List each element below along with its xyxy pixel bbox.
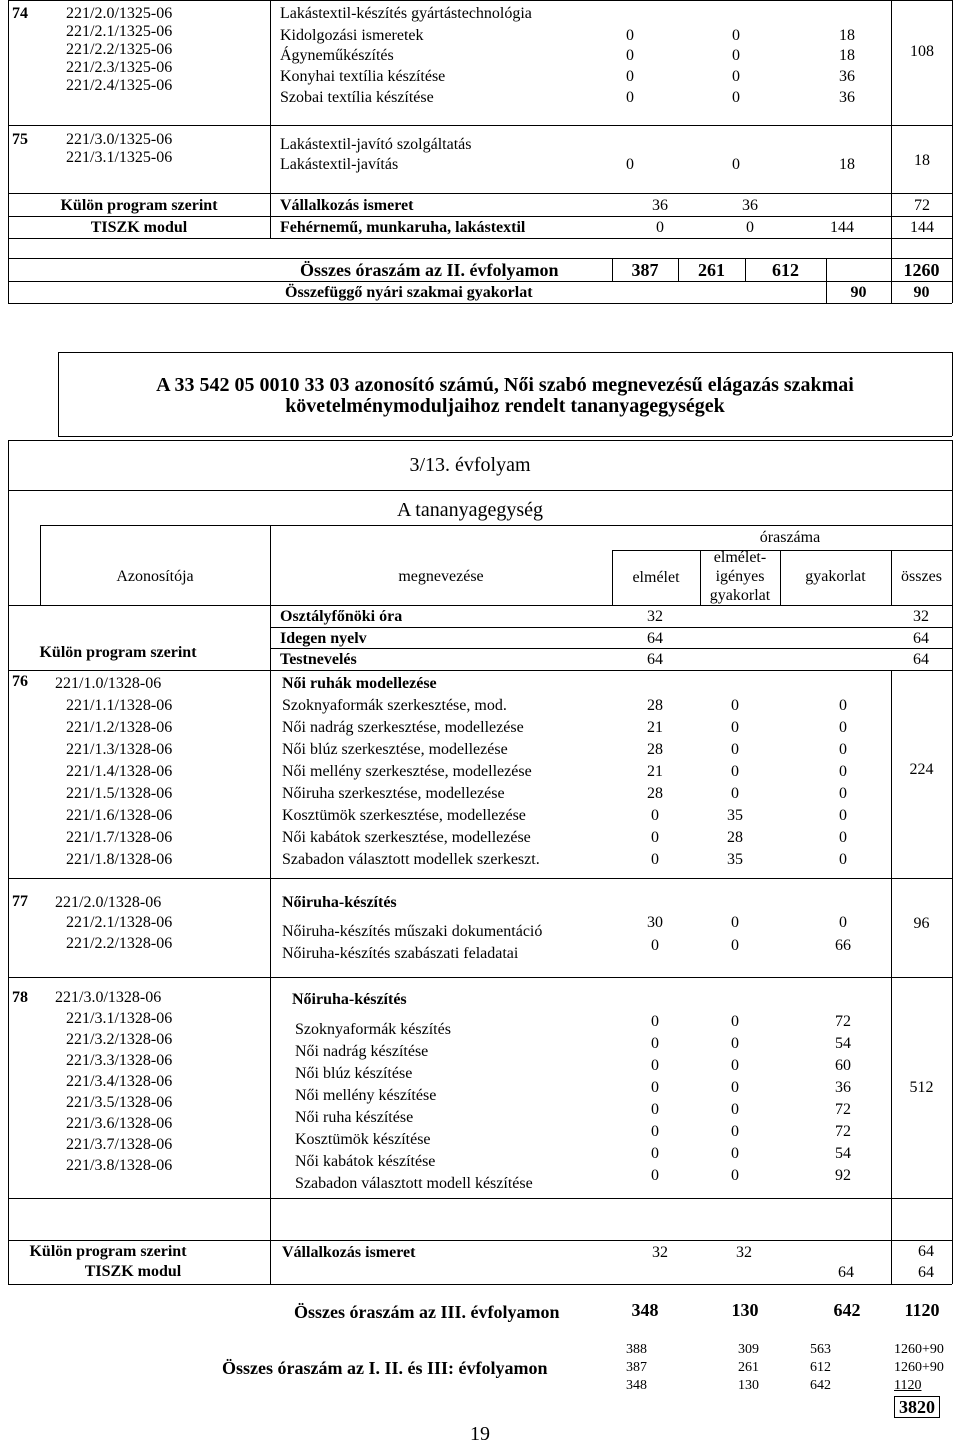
special-row-name: Testnevelés bbox=[280, 651, 357, 668]
unit-code: 221/1.1/1328-06 bbox=[66, 697, 173, 714]
value-cell: 28 bbox=[727, 829, 743, 846]
unit-name: Kosztümök szerkesztése, modellezése bbox=[282, 807, 526, 824]
unit-name: Szoknyaformák készítés bbox=[295, 1021, 451, 1038]
value-cell: 0 bbox=[732, 47, 740, 64]
total-cell: 512 bbox=[909, 1079, 934, 1096]
value-cell: 0 bbox=[731, 1123, 739, 1140]
value-cell: 0 bbox=[839, 763, 847, 780]
value-cell: 0 bbox=[651, 1013, 659, 1030]
row-label: TISZK modul bbox=[90, 219, 188, 236]
value-cell: 0 bbox=[626, 68, 634, 85]
section-number: 76 bbox=[12, 673, 28, 690]
value-cell: 0 bbox=[626, 47, 634, 64]
section-number: 74 bbox=[12, 5, 28, 22]
practice-header: gyakorlat bbox=[805, 568, 866, 585]
value-cell: 72 bbox=[835, 1013, 851, 1030]
heading-line: követelménymoduljaihoz rendelt tananyagegységek bbox=[285, 395, 725, 417]
unit-code: 221/3.1/1328-06 bbox=[66, 1010, 173, 1027]
total-cell: 144 bbox=[910, 219, 934, 236]
row-name: Vállalkozás ismeret bbox=[282, 1244, 416, 1261]
summary-value: 1260+90 bbox=[894, 1360, 944, 1375]
unit-name: Nőiruha-készítés műszaki dokumentáció bbox=[282, 923, 543, 940]
unit-name: Női blúz szerkesztése, modellezése bbox=[282, 741, 508, 758]
value-cell: 36 bbox=[835, 1079, 851, 1096]
value-cell: 0 bbox=[651, 807, 659, 824]
row-label: Külön program szerint bbox=[29, 1243, 187, 1260]
unit-code: 221/3.5/1328-06 bbox=[66, 1094, 173, 1111]
summary-value: 563 bbox=[810, 1342, 831, 1357]
unit-code: 221/2.2/1328-06 bbox=[66, 935, 173, 952]
value-cell: 21 bbox=[647, 719, 663, 736]
unit-name: Kosztümök készítése bbox=[295, 1131, 431, 1148]
value-cell: 28 bbox=[647, 741, 663, 758]
value-cell: 0 bbox=[731, 697, 739, 714]
value-cell: 30 bbox=[647, 914, 663, 931]
value-cell: 28 bbox=[647, 785, 663, 802]
total-cell: 64 bbox=[913, 630, 929, 647]
hours-header: óraszáma bbox=[759, 529, 821, 546]
value-cell: 0 bbox=[839, 697, 847, 714]
unit-code: 221/2.4/1325-06 bbox=[66, 77, 173, 94]
value-cell: 0 bbox=[731, 914, 739, 931]
unit-name: Női blúz készítése bbox=[295, 1065, 413, 1082]
unit-code: 221/1.5/1328-06 bbox=[66, 785, 173, 802]
value-cell: 0 bbox=[746, 219, 754, 236]
value-cell: 92 bbox=[835, 1167, 851, 1184]
theory-practice-header: elmélet- bbox=[713, 549, 767, 566]
unit-title: A tananyagegység bbox=[396, 499, 544, 521]
page-number: 19 bbox=[470, 1423, 490, 1445]
value-cell: 35 bbox=[727, 807, 743, 824]
value-cell: 64 bbox=[647, 630, 663, 647]
value-cell: 18 bbox=[839, 47, 855, 64]
value-cell: 0 bbox=[731, 763, 739, 780]
value-cell: 0 bbox=[651, 851, 659, 868]
value-cell: 0 bbox=[626, 27, 634, 44]
value-cell: 144 bbox=[830, 219, 854, 236]
value-cell: 0 bbox=[839, 829, 847, 846]
unit-code: 221/1.7/1328-06 bbox=[66, 829, 173, 846]
unit-code: 221/3.1/1325-06 bbox=[66, 149, 173, 166]
unit-code: 221/3.8/1328-06 bbox=[66, 1157, 173, 1174]
row-label: Külön program szerint bbox=[60, 197, 218, 214]
summary-value: 388 bbox=[626, 1342, 647, 1357]
theory-practice-header: gyakorlat bbox=[709, 587, 771, 604]
value-cell: 0 bbox=[651, 1057, 659, 1074]
summary-value: 642 bbox=[833, 1300, 861, 1320]
unit-code: 221/3.3/1328-06 bbox=[66, 1052, 173, 1069]
value-cell: 36 bbox=[839, 68, 855, 85]
summer-practice-value: 90 bbox=[850, 284, 867, 301]
unit-name: Női kabátok készítése bbox=[295, 1153, 436, 1170]
unit-name: Szabadon választott modell készítése bbox=[295, 1175, 533, 1192]
unit-code: 221/2.2/1325-06 bbox=[66, 41, 173, 58]
total-cell: 64 bbox=[913, 651, 929, 668]
unit-code: 221/3.0/1328-06 bbox=[55, 989, 162, 1006]
unit-code: 221/2.0/1325-06 bbox=[66, 5, 173, 22]
summary-value: 387 bbox=[626, 1360, 647, 1375]
summary-value: 642 bbox=[810, 1378, 831, 1393]
summary-value: 261 bbox=[738, 1360, 759, 1375]
total-cell: 96 bbox=[913, 915, 930, 932]
summary-value: 309 bbox=[738, 1342, 759, 1357]
summary-total: 1120 bbox=[904, 1300, 940, 1320]
unit-name: Női ruhák modellezése bbox=[282, 675, 437, 692]
value-cell: 54 bbox=[835, 1145, 851, 1162]
value-cell: 0 bbox=[651, 1123, 659, 1140]
value-cell: 0 bbox=[651, 1101, 659, 1118]
value-cell: 72 bbox=[835, 1101, 851, 1118]
total-cell: 72 bbox=[914, 197, 930, 214]
summer-practice-label: Összefüggő nyári szakmai gyakorlat bbox=[285, 284, 533, 301]
unit-name: Lakástextil-készítés gyártástechnológia bbox=[280, 5, 532, 22]
value-cell: 35 bbox=[727, 851, 743, 868]
unit-name: Ágyneműkészítés bbox=[280, 47, 394, 64]
value-cell: 54 bbox=[835, 1035, 851, 1052]
value-cell: 0 bbox=[731, 785, 739, 802]
total-header: összes bbox=[901, 568, 942, 585]
unit-name: Női mellény szerkesztése, modellezése bbox=[282, 763, 532, 780]
heading-line: A 33 542 05 0010 33 03 azonosító számú, Női szabó megnevezésű elágazás szakmai bbox=[156, 374, 854, 396]
value-cell: 21 bbox=[647, 763, 663, 780]
unit-code: 221/1.6/1328-06 bbox=[66, 807, 173, 824]
unit-name: Kidolgozási ismeretek bbox=[280, 27, 424, 44]
value-cell: 0 bbox=[839, 741, 847, 758]
unit-code: 221/3.4/1328-06 bbox=[66, 1073, 173, 1090]
value-cell: 32 bbox=[647, 608, 663, 625]
value-cell: 64 bbox=[647, 651, 663, 668]
value-cell: 0 bbox=[731, 1013, 739, 1030]
total-cell: 224 bbox=[909, 761, 934, 778]
unit-code: 221/1.0/1328-06 bbox=[55, 675, 162, 692]
row-label: TISZK modul bbox=[84, 1263, 182, 1280]
summary-value: 387 bbox=[631, 260, 659, 280]
value-cell: 0 bbox=[651, 1145, 659, 1162]
unit-name: Szoknyaformák szerkesztése, mod. bbox=[282, 697, 507, 714]
value-cell: 0 bbox=[651, 937, 659, 954]
value-cell: 0 bbox=[731, 1101, 739, 1118]
unit-name: Szabadon választott modellek szerkeszt. bbox=[282, 851, 540, 868]
summer-practice-total: 90 bbox=[913, 284, 930, 301]
value-cell: 0 bbox=[731, 1057, 739, 1074]
value-cell: 0 bbox=[656, 219, 664, 236]
value-cell: 0 bbox=[731, 741, 739, 758]
unit-code: 221/1.3/1328-06 bbox=[66, 741, 173, 758]
value-cell: 28 bbox=[647, 697, 663, 714]
value-cell: 36 bbox=[742, 197, 758, 214]
unit-code: 221/2.0/1328-06 bbox=[55, 894, 162, 911]
value-cell: 0 bbox=[626, 156, 634, 173]
value-cell: 18 bbox=[839, 27, 855, 44]
value-cell: 60 bbox=[835, 1057, 851, 1074]
value-cell: 0 bbox=[731, 1167, 739, 1184]
summary-value: 612 bbox=[810, 1360, 831, 1375]
summary-label: Összes óraszám az I. II. és III: évfolyamon bbox=[222, 1358, 548, 1378]
special-row-name: Idegen nyelv bbox=[280, 630, 367, 647]
unit-name: Lakástextil-javítás bbox=[280, 156, 399, 173]
unit-name: Lakástextil-javító szolgáltatás bbox=[280, 136, 472, 153]
value-cell: 66 bbox=[835, 937, 851, 954]
value-cell: 64 bbox=[838, 1264, 854, 1281]
total-cell: 108 bbox=[910, 43, 934, 60]
value-cell: 0 bbox=[651, 1035, 659, 1052]
unit-name: Női nadrág készítése bbox=[295, 1043, 429, 1060]
theory-practice-header: igényes bbox=[715, 568, 765, 585]
total-cell: 64 bbox=[918, 1264, 934, 1281]
summary-total: 1260 bbox=[903, 260, 940, 280]
summary-value: 1120 bbox=[894, 1378, 922, 1393]
total-cell: 18 bbox=[914, 152, 930, 169]
value-cell: 0 bbox=[732, 68, 740, 85]
unit-name: Női kabátok szerkesztése, modellezése bbox=[282, 829, 531, 846]
unit-code: 221/3.2/1328-06 bbox=[66, 1031, 173, 1048]
value-cell: 0 bbox=[651, 1167, 659, 1184]
summary-value: 130 bbox=[738, 1378, 759, 1393]
value-cell: 18 bbox=[839, 156, 855, 173]
section-number: 78 bbox=[12, 989, 28, 1006]
unit-code: 221/2.1/1325-06 bbox=[66, 23, 173, 40]
total-cell: 64 bbox=[918, 1243, 934, 1260]
summary-label: Összes óraszám az III. évfolyamon bbox=[294, 1302, 560, 1322]
summary-label: Összes óraszám az II. évfolyamon bbox=[300, 260, 559, 280]
row-name: Vállalkozás ismeret bbox=[280, 197, 414, 214]
value-cell: 0 bbox=[731, 719, 739, 736]
unit-name: Női mellény készítése bbox=[295, 1087, 437, 1104]
unit-code: 221/2.1/1328-06 bbox=[66, 914, 173, 931]
value-cell: 0 bbox=[732, 89, 740, 106]
value-cell: 0 bbox=[839, 914, 847, 931]
row-label: Külön program szerint bbox=[39, 644, 197, 661]
unit-code: 221/1.4/1328-06 bbox=[66, 763, 173, 780]
unit-name: Női ruha készítése bbox=[295, 1109, 414, 1126]
value-cell: 0 bbox=[731, 1145, 739, 1162]
value-cell: 0 bbox=[839, 807, 847, 824]
section-number: 77 bbox=[12, 893, 28, 910]
summary-value: 130 bbox=[731, 1300, 759, 1320]
value-cell: 0 bbox=[731, 1079, 739, 1096]
unit-code: 221/1.2/1328-06 bbox=[66, 719, 173, 736]
unit-code: 221/3.0/1325-06 bbox=[66, 131, 173, 148]
value-cell: 0 bbox=[839, 719, 847, 736]
value-cell: 0 bbox=[839, 851, 847, 868]
unit-name: Nőiruha szerkesztése, modellezése bbox=[282, 785, 505, 802]
name-header: megnevezése bbox=[398, 568, 484, 585]
unit-name: Nőiruha-készítés bbox=[282, 894, 397, 911]
summary-value: 1260+90 bbox=[894, 1342, 944, 1357]
value-cell: 0 bbox=[651, 829, 659, 846]
summary-value: 612 bbox=[772, 260, 799, 280]
grand-total: 3820 bbox=[894, 1396, 940, 1418]
row-name: Fehérnemű, munkaruha, lakástextil bbox=[280, 219, 526, 236]
value-cell: 0 bbox=[732, 156, 740, 173]
unit-code: 221/3.7/1328-06 bbox=[66, 1136, 173, 1153]
total-cell: 32 bbox=[913, 608, 929, 625]
unit-code: 221/3.6/1328-06 bbox=[66, 1115, 173, 1132]
year-title: 3/13. évfolyam bbox=[409, 454, 531, 476]
id-header: Azonosítója bbox=[116, 568, 194, 585]
value-cell: 0 bbox=[651, 1079, 659, 1096]
value-cell: 36 bbox=[839, 89, 855, 106]
value-cell: 0 bbox=[731, 937, 739, 954]
unit-name: Konyhai textília készítése bbox=[280, 68, 446, 85]
unit-name: Szobai textília készítése bbox=[280, 89, 434, 106]
value-cell: 0 bbox=[731, 1035, 739, 1052]
summary-value: 348 bbox=[631, 1300, 659, 1320]
unit-name: Nőiruha-készítés szabászati feladatai bbox=[282, 945, 519, 962]
value-cell: 0 bbox=[839, 785, 847, 802]
unit-code: 221/1.8/1328-06 bbox=[66, 851, 173, 868]
unit-name: Nőiruha-készítés bbox=[292, 991, 407, 1008]
value-cell: 32 bbox=[652, 1244, 668, 1261]
value-cell: 0 bbox=[626, 89, 634, 106]
value-cell: 32 bbox=[736, 1244, 752, 1261]
summary-value: 348 bbox=[626, 1378, 647, 1393]
value-cell: 36 bbox=[652, 197, 668, 214]
section-number: 75 bbox=[12, 131, 28, 148]
summary-value: 261 bbox=[698, 260, 725, 280]
value-cell: 0 bbox=[732, 27, 740, 44]
unit-name: Női nadrág szerkesztése, modellezése bbox=[282, 719, 524, 736]
value-cell: 72 bbox=[835, 1123, 851, 1140]
special-row-name: Osztályfőnöki óra bbox=[280, 608, 403, 625]
unit-code: 221/2.3/1325-06 bbox=[66, 59, 173, 76]
theory-header: elmélet bbox=[632, 569, 680, 586]
